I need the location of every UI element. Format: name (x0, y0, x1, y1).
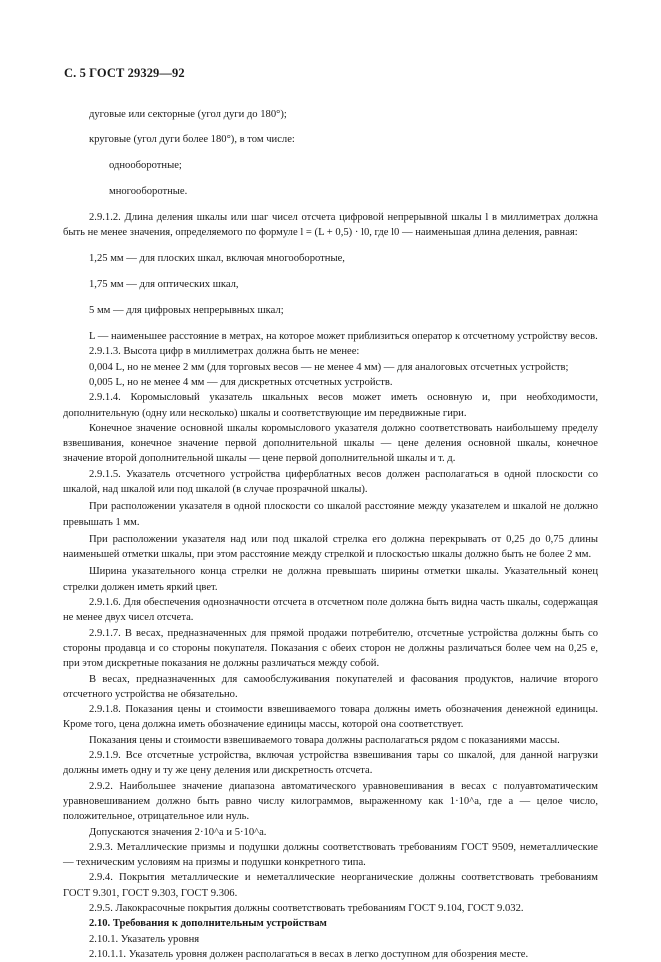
paragraph-18: Ширина указательного конца стрелки не должна превышать ширины отметки шкалы. Указательный конец стрелки должен иметь яркий цвет. (63, 566, 598, 593)
paragraph-17: При расположении указателя над или под шкалой стрелка его должна перекрывать от 0,25 до 0,75 длины наименьшей отметки шкалы, при этом расстояние между стрелкой и плоскостью шкалы должно быть не более 2 мм. (63, 533, 598, 561)
paragraph-4: многооборотные. (109, 186, 188, 198)
paragraph-21: В весах, предназначенных для самообслуживания покупателей и фасования продуктов, наличие второго отсчетного устройства не обязательно. (63, 673, 598, 700)
paragraph-9: L — наименьшее расстояние в метрах, на которое может приблизиться оператор к отсчетному устройству весов. (89, 331, 598, 343)
paragraph-19: 2.9.1.6. Для обеспечения однозначности отсчета в отсчетном поле должна быть видна часть шкалы, содержащая не менее двух чисел отсчета. (63, 597, 598, 624)
paragraph-6: 1,25 мм — для плоских шкал, включая многооборотные, (89, 253, 345, 265)
paragraph-8: 5 мм — для цифровых непрерывных шкал; (89, 305, 284, 317)
paragraph-20: 2.9.1.7. В весах, предназначенных для прямой продажи потребителю, отсчетные устройства должны быть со стороны продавца и со стороны покупателя. Показания с обеих сторон не должны различаться более чем на 0,25 e, при этом дискретные показания не должны различаться между собой. (63, 627, 598, 670)
paragraph-7: 1,75 мм — для оптических шкал, (89, 279, 239, 291)
paragraph-22: 2.9.1.8. Показания цены и стоимости взвешиваемого товара должны иметь обозначения денежной единицы. Кроме того, цена должна иметь обозначение единицы массы, которой она соответствует. (63, 704, 598, 731)
paragraph-13: 2.9.1.4. Коромысловый указатель шкальных весов может иметь основную и, при необходимости, дополнительную (одну или несколько) шкалы и соответствующие им передвижные гири. (63, 392, 598, 419)
page-header: С. 5 ГОСТ 29329—92 (64, 66, 185, 80)
paragraph-31: 2.10.1. Указатель уровня (89, 933, 200, 945)
paragraph-29: 2.9.5. Лакокрасочные покрытия должны соответствовать требованиям ГОСТ 9.104, ГОСТ 9.032. (89, 903, 524, 914)
paragraph-23: Показания цены и стоимости взвешиваемого товара должны располагаться рядом с показаниями массы. (89, 734, 560, 746)
paragraph-30: 2.10. Требования к дополнительным устройствам (89, 918, 327, 930)
paragraph-5: 2.9.1.2. Длина деления шкалы или шаг чисел отсчета цифровой непрерывной шкалы l в миллиметрах должна быть не менее значения, определяемого по формуле l = (L + 0,5) · l0, где l0 — наименьшая длина деления, равная: (63, 212, 598, 239)
paragraph-12: 0,005 L, но не менее 4 мм — для дискретных отсчетных устройств. (89, 376, 393, 388)
paragraph-16: При расположении указателя в одной плоскости со шкалой расстояние между указателем и шкалой не должно превышать 1 мм. (63, 501, 598, 528)
paragraph-25: 2.9.2. Наибольшее значение диапазона автоматического уравновешивания в весах с полуавтоматическим уравновешиванием должно быть равно числу килограммов, выраженному как 1·10^a, где a — целое число, положительное, отрицательное или нуль. (63, 780, 598, 823)
paragraph-15: 2.9.1.5. Указатель отсчетного устройства циферблатных весов должен располагаться в одной плоскости со шкалой, над шкалой или под шкалой (в случае прозрачной шкалы). (63, 468, 598, 495)
paragraph-11: 0,004 L, но не менее 2 мм (для торговых весов — не менее 4 мм) — для аналоговых отсчетных устройств; (89, 361, 569, 373)
document-body (63, 96, 598, 962)
paragraph-28: 2.9.4. Покрытия металлические и неметаллические неорганические должны соответствовать требованиям ГОСТ 9.301, ГОСТ 9.303, ГОСТ 9.306. (63, 872, 598, 899)
paragraph-10: 2.9.1.3. Высота цифр в миллиметрах должна быть не менее: (89, 346, 360, 358)
paragraph-27: 2.9.3. Металлические призмы и подушки должны соответствовать требованиям ГОСТ 9509, неметаллические — техническим условиям на призмы и подушки конкретного типа. (63, 841, 598, 869)
paragraph-24: 2.9.1.9. Все отсчетные устройства, включая устройства взвешивания тары со шкалой, для данной нагрузки должны иметь одну и ту же цену деления или дискретность отсчета. (63, 750, 598, 777)
paragraph-32: 2.10.1.1. Указатель уровня должен располагаться в весах в легко доступном для обозрения месте. (89, 948, 529, 960)
paragraph-1: дуговые или секторные (угол дуги до 180°); (89, 108, 287, 120)
paragraph-2: круговые (угол дуги более 180°), в том числе: (89, 134, 295, 146)
paragraph-26: Допускаются значения 2·10^a и 5·10^a. (89, 826, 267, 838)
paragraph-14: Конечное значение основной шкалы коромыслового указателя должно соответствовать наибольшему пределу взвешивания, конечное значение первой дополнительной шкалы — цене деления основной шкалы, конечное значение второй дополнительной шкалы — цене первой дополнительной шкалы и т. д. (63, 422, 598, 465)
paragraph-3: однооборотные; (109, 160, 182, 172)
